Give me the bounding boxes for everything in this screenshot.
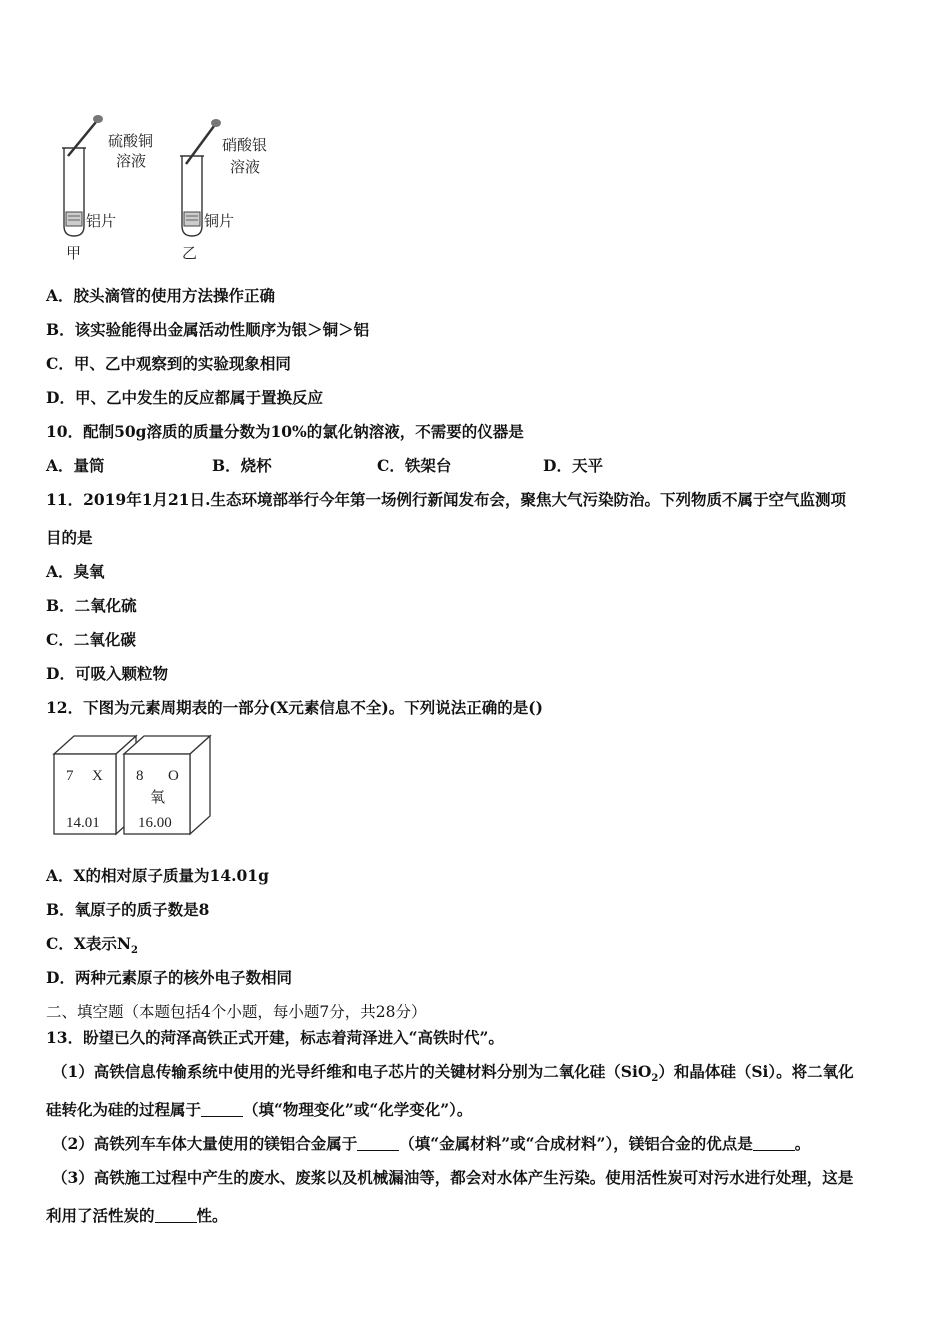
- q11-option-b: B．二氧化硫: [46, 596, 137, 615]
- element-o-mass: 16.00: [138, 815, 172, 831]
- q10-option-d: D．天平: [543, 456, 603, 475]
- tube-jia-metal: 铝片: [86, 212, 117, 230]
- q13-part1-sub: 2: [651, 1073, 659, 1085]
- q10-option-a: A．量筒: [46, 456, 105, 475]
- q13-part3-line2-a: 利用了活性炭的: [46, 1206, 155, 1225]
- q13-part2: [52, 1134, 810, 1154]
- tube-jia-reagent-1: 硫酸铜: [108, 132, 154, 150]
- q11-stem-line1: 11．2019年1月21日.生态环境部举行今年第一场例行新闻发布会，聚焦大气污染防治。下列物质不属于空气监测项: [46, 490, 846, 509]
- element-x-number: 7: [66, 768, 74, 784]
- element-cell-o: [124, 736, 210, 834]
- q13-part3-line2-b: 性。: [196, 1206, 228, 1225]
- q13-stem: 13．盼望已久的菏泽高铁正式开建，标志着菏泽进入“高铁时代”。: [46, 1028, 504, 1047]
- q9-option-c: C．甲、乙中观察到的实验现象相同: [46, 354, 291, 373]
- q9-option-b: B．该实验能得出金属活动性顺序为银＞铜＞铝: [46, 320, 370, 339]
- element-x-mass: 14.01: [66, 815, 100, 831]
- element-o-number: 8: [136, 768, 144, 784]
- tube-yi-metal: 铜片: [204, 212, 235, 230]
- q12-option-c-sub: 2: [131, 945, 138, 957]
- q13-part1-line2-b: （填“物理变化”或“化学变化”）。: [243, 1100, 473, 1119]
- q13-part2-a: （2）高铁列车车体大量使用的镁铝合金属于: [52, 1134, 358, 1153]
- element-x-symbol: X: [92, 768, 103, 784]
- q12-option-a: A．X的相对原子质量为14.01g: [46, 866, 269, 885]
- q12-stem: 12．下图为元素周期表的一部分(X元素信息不全)。下列说法正确的是(): [46, 698, 543, 717]
- q13-blank-1[interactable]: [201, 1101, 243, 1117]
- q10-option-c: C．铁架台: [377, 456, 452, 475]
- tube-yi-reagent-2: 溶液: [230, 158, 261, 176]
- periodic-table-figure: [50, 734, 220, 838]
- q11-option-a: A．臭氧: [46, 562, 105, 581]
- q12-option-b: B．氧原子的质子数是8: [46, 900, 210, 919]
- q13-part3-line2: [46, 1206, 228, 1226]
- tube-yi-reagent-1: 硝酸银: [222, 136, 268, 154]
- q13-blank-2[interactable]: [357, 1135, 399, 1151]
- tube-jia-reagent-2: 溶液: [116, 152, 147, 170]
- q13-blank-4[interactable]: [155, 1207, 197, 1223]
- section-2-heading: 二、填空题（本题包括4个小题，每小题7分，共28分）: [46, 1003, 427, 1021]
- q9-option-a: A．胶头滴管的使用方法操作正确: [46, 286, 276, 305]
- q12-option-d: D．两种元素原子的核外电子数相同: [46, 968, 292, 987]
- q11-option-c: C．二氧化碳: [46, 630, 136, 649]
- element-o-name: 氧: [150, 788, 166, 806]
- q13-part1-a: （1）高铁信息传输系统中使用的光导纤维和电子芯片的关键材料分别为二氧化硅（SiO: [52, 1062, 652, 1081]
- q11-stem-line2: 目的是: [46, 528, 93, 547]
- q11-option-d: D．可吸入颗粒物: [46, 664, 168, 683]
- tube-yi-label: 乙: [182, 244, 198, 262]
- q9-option-d: D．甲、乙中发生的反应都属于置换反应: [46, 388, 323, 407]
- q13-part2-c: 。: [794, 1134, 811, 1153]
- q13-part1-b: ）和晶体硅（Si）。将二氧化: [658, 1062, 854, 1081]
- q12-option-c: [46, 934, 138, 961]
- q13-part2-b: （填“金属材料”或“合成材料”），镁铝合金的优点是: [399, 1134, 753, 1153]
- tube-jia-label: 甲: [66, 244, 82, 262]
- q10-option-b: B．烧杯: [212, 456, 272, 475]
- q13-part1-line2-a: 硅转化为硅的过程属于: [46, 1100, 202, 1119]
- q13-part1-line2: [46, 1100, 472, 1120]
- q10-stem: 10．配制50g溶质的质量分数为10%的氯化钠溶液，不需要的仪器是: [46, 422, 524, 441]
- q13-blank-3[interactable]: [753, 1135, 795, 1151]
- q12-option-c-text: C．X表示N: [46, 934, 132, 953]
- element-o-symbol: O: [168, 768, 179, 784]
- q13-part3-line1: （3）高铁施工过程中产生的废水、废浆以及机械漏油等，都会对水体产生污染。使用活性炭可对污水进行处理，这是: [52, 1168, 854, 1187]
- test-tube-figure: [50, 108, 290, 268]
- q13-part1-line1: [52, 1062, 854, 1089]
